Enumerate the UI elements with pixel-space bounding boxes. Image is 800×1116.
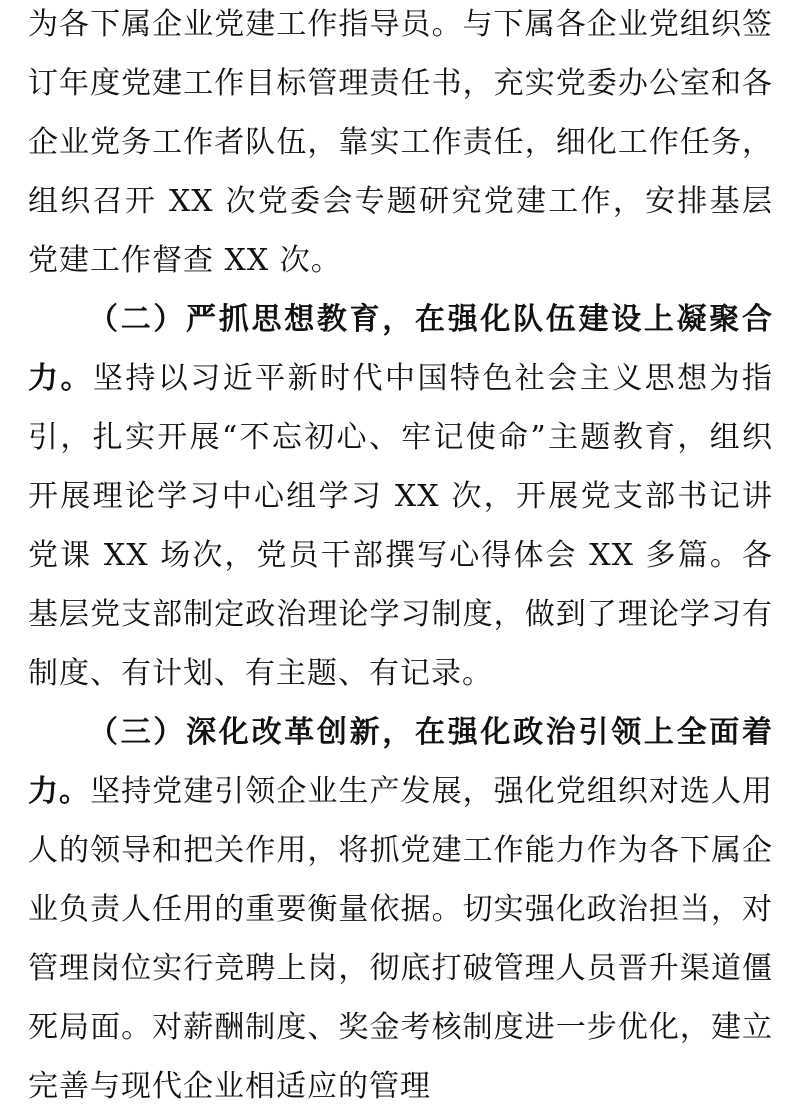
paragraph-text: 坚持以习近平新时代中国特色社会主义思想为指引，扎实开展“不忘初心、牢记使命”主题教育，组织开展理论学习中心组学习 XX 次，开展党支部书记讲党课 XX 场次，党员干部撰写心得体会 XX 多篇。各基层党支部制定政治理论学习制度，做到了理论学习有制度、有计划、有主题、有记录。	[28, 361, 774, 691]
paragraph-continued	[28, 0, 773, 290]
document-body	[28, 0, 773, 1116]
section-heading: （二）严抓思想教育，在强化队伍建设上凝聚合力。	[28, 302, 773, 396]
paragraph-text: 为各下属企业党建工作指导员。与下属各企业党组织签订年度党建工作目标管理责任书，充实党委办公室和各企业党务工作者队伍，靠实工作责任，细化工作任务，组织召开 XX 次党委会专题研究党建工作，安排基层党建工作督查 XX 次。	[28, 7, 773, 278]
paragraph-section-2	[28, 290, 773, 703]
paragraph-text: 坚持党建引领企业生产发展，强化党组织对选人用人的领导和把关作用，将抓党建工作能力作为各下属企业负责人任用的重要衡量依据。切实强化政治担当，对管理岗位实行竞聘上岗，彻底打破管理人员晋升渠道僵死局面。对薪酬制度、奖金考核制度进一步优化，建立完善与现代企业相适应的管理	[28, 774, 774, 1104]
paragraph-section-3	[28, 703, 773, 1116]
section-heading: （三）深化改革创新，在强化政治引领上全面着力。	[28, 715, 773, 809]
